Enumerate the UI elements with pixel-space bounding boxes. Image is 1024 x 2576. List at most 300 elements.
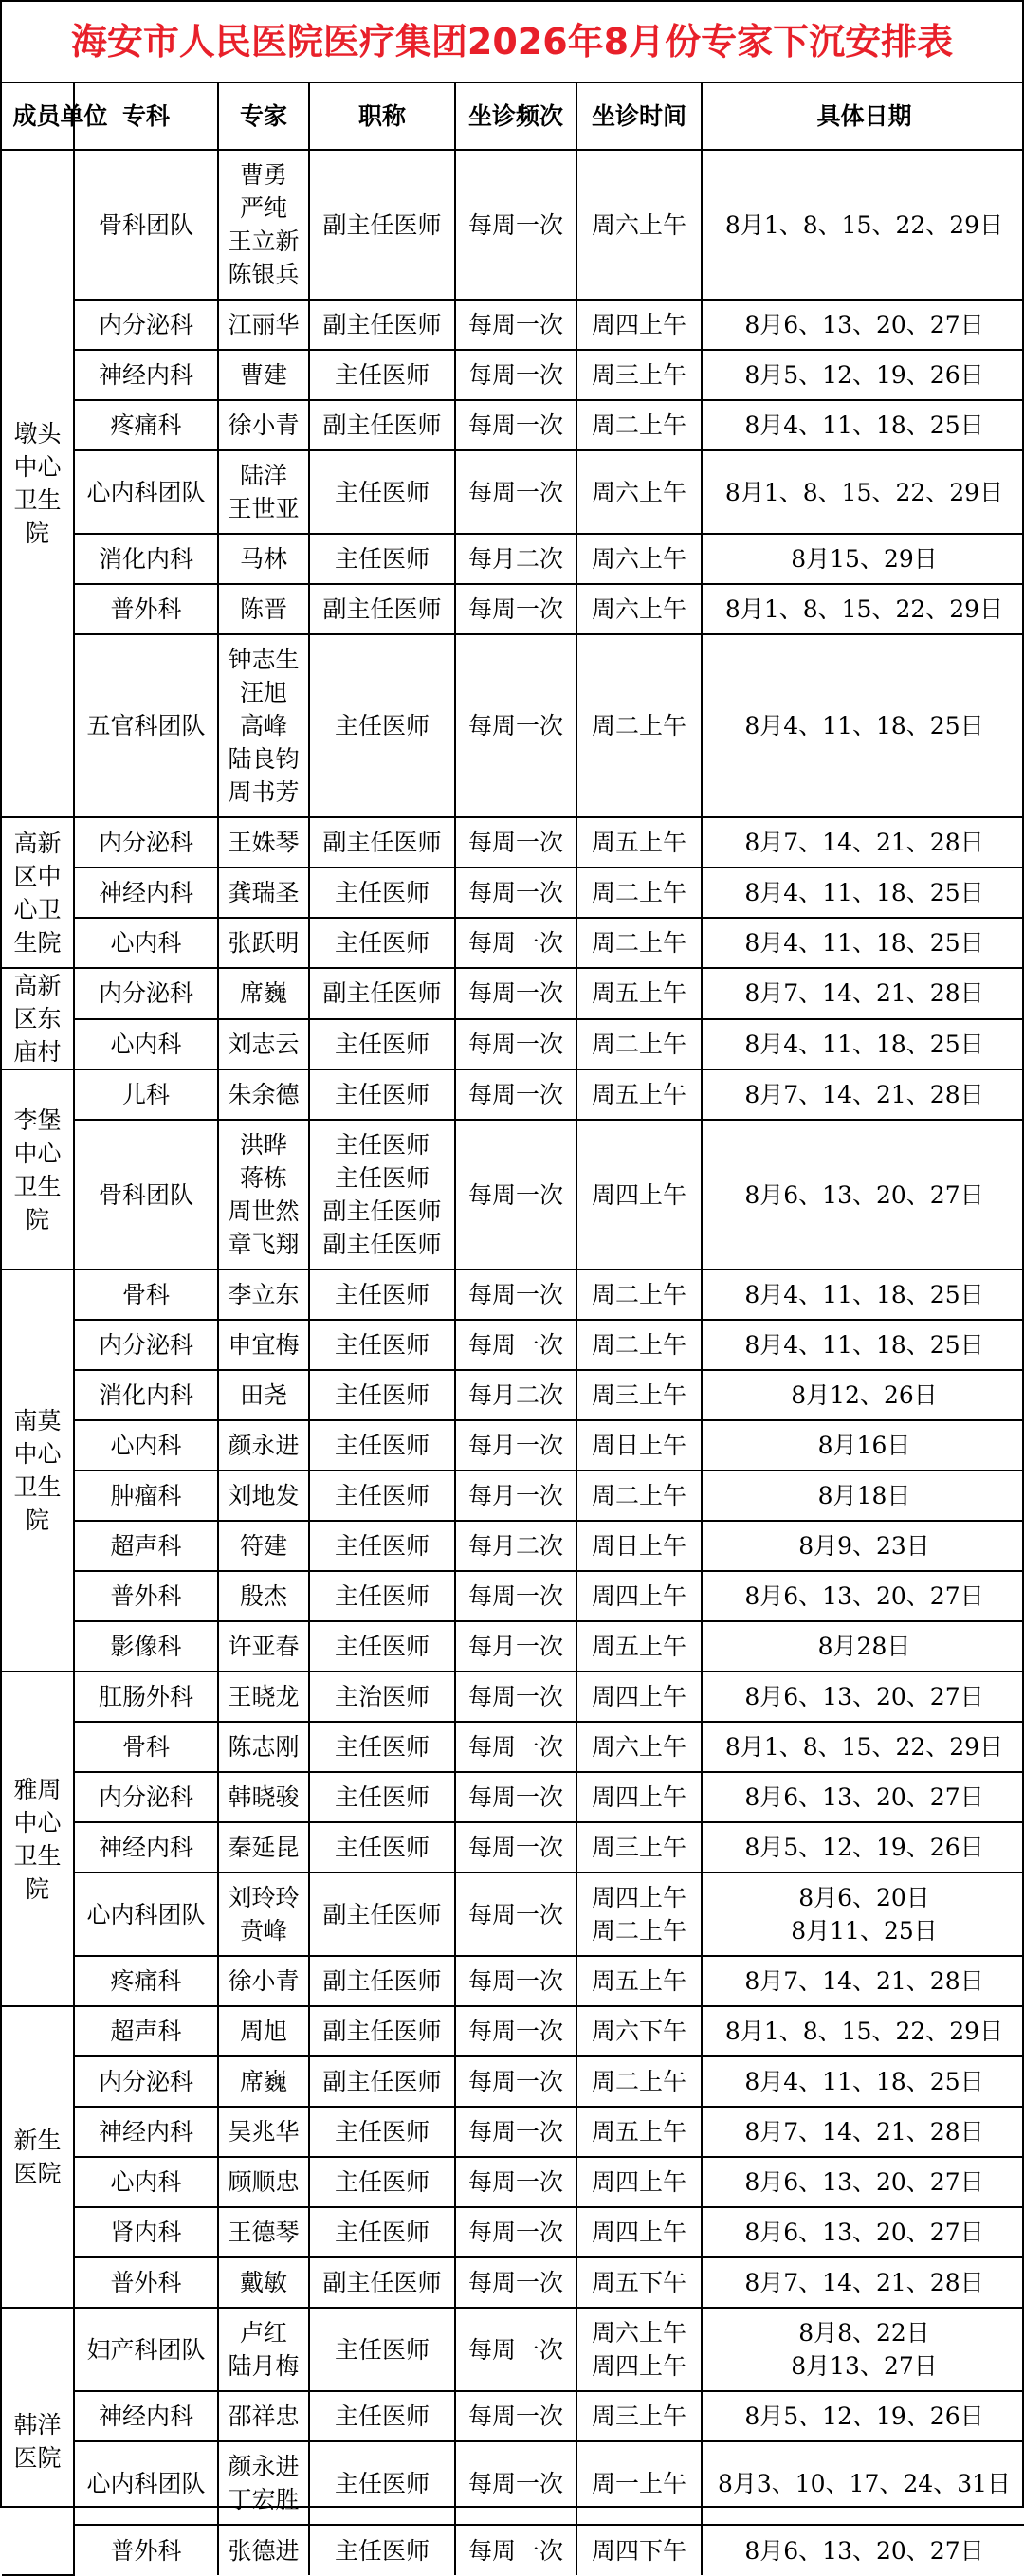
freq-cell: 每周一次: [455, 817, 576, 868]
expert-cell-line: 刘玲玲: [228, 1884, 300, 1911]
time-cell: [576, 817, 702, 868]
time-cell-line: 周五上午: [591, 1081, 686, 1108]
table-row: [2, 1320, 1024, 1370]
expert-cell: [218, 868, 309, 918]
dept-cell: 心内科团队: [74, 1873, 218, 1956]
freq-cell: 每周一次: [455, 918, 576, 968]
dept-cell: 神经内科: [74, 2107, 218, 2157]
time-cell-line: 周六上午: [591, 545, 686, 573]
expert-cell-line: 周世然: [228, 1197, 300, 1225]
rank-cell-line: 主任医师: [334, 1081, 430, 1108]
table-row: [2, 150, 1024, 300]
dates-cell: [702, 584, 1024, 634]
rank-cell: [309, 2441, 455, 2525]
rank-cell: [309, 1621, 455, 1672]
expert-cell: [218, 2308, 309, 2391]
rank-cell: [309, 2391, 455, 2441]
time-cell-line: 周五上午: [591, 2118, 686, 2146]
freq-cell: 每周一次: [455, 1672, 576, 1722]
expert-cell-line: 陈银兵: [228, 261, 300, 288]
dates-cell-line: 8月7、14、21、28日: [744, 1967, 984, 1995]
expert-cell-line: 许亚春: [228, 1633, 300, 1660]
freq-cell: 每周一次: [455, 2525, 576, 2575]
dept-cell: 五官科团队: [74, 634, 218, 817]
expert-cell-line: 洪晔: [239, 1131, 287, 1159]
dates-cell-line: 8月6、13、20、27日: [744, 2219, 984, 2246]
rank-cell: [309, 2525, 455, 2575]
table-row: [2, 1571, 1024, 1621]
dates-cell: [702, 2006, 1024, 2056]
expert-cell-line: 张跃明: [228, 929, 300, 957]
table-row: [2, 1621, 1024, 1672]
time-cell: [576, 1320, 702, 1370]
expert-cell-line: 陈晋: [239, 595, 287, 623]
rank-cell-line: 主任医师: [334, 1834, 430, 1861]
time-cell-line: 周四上午: [591, 1180, 686, 1209]
table-row: [2, 2441, 1024, 2525]
rank-cell: [309, 1722, 455, 1772]
rank-cell-line: 主任医师: [334, 478, 430, 506]
dates-cell: [702, 2308, 1024, 2391]
expert-cell-line: 秦延昆: [228, 1834, 300, 1861]
time-cell: [576, 1471, 702, 1521]
time-cell-line: 周四上午: [591, 2168, 686, 2196]
dept-cell: 超声科: [74, 1521, 218, 1571]
rank-cell-line: 主任医师: [334, 2402, 430, 2430]
freq-cell: 每周一次: [455, 1019, 576, 1070]
rank-cell: [309, 534, 455, 584]
dates-cell: [702, 1873, 1024, 1956]
dates-cell: [702, 1320, 1024, 1370]
header-freq: 坐诊频次: [455, 83, 576, 150]
freq-cell: 每周一次: [455, 1722, 576, 1772]
freq-cell: 每周一次: [455, 450, 576, 534]
dept-cell: 内分泌科: [74, 1320, 218, 1370]
dept-cell: 心内科团队: [74, 2441, 218, 2525]
rank-cell: [309, 2107, 455, 2157]
expert-cell-line: 龚瑞圣: [228, 879, 300, 906]
member-unit-label: 李堡中心卫生院: [13, 1105, 62, 1233]
header-time: 坐诊时间: [576, 83, 702, 150]
header-dept: 专科: [74, 83, 218, 150]
dates-cell: [702, 634, 1024, 817]
table-row: [2, 1873, 1024, 1956]
freq-cell: 每月一次: [455, 1621, 576, 1672]
rank-cell: [309, 1019, 455, 1070]
rank-cell-line: 主任医师: [334, 1331, 430, 1359]
dates-cell-line: 8月1、8、15、22、29日: [724, 210, 1004, 239]
dates-cell-line: 8月4、11、18、25日: [744, 1030, 984, 1058]
rank-cell: [309, 1956, 455, 2006]
dept-cell: 超声科: [74, 2006, 218, 2056]
expert-cell: [218, 1019, 309, 1070]
table-row: [2, 1521, 1024, 1571]
table-row: [2, 2006, 1024, 2056]
dates-cell: [702, 1822, 1024, 1873]
expert-cell: [218, 1822, 309, 1873]
rank-cell-line: 副主任医师: [322, 210, 442, 239]
rank-cell-line: 副主任医师: [322, 595, 442, 623]
expert-cell: [218, 534, 309, 584]
expert-cell-line: 王世亚: [228, 495, 300, 522]
table-row: [2, 2391, 1024, 2441]
dates-cell: [702, 1722, 1024, 1772]
member-unit-label: 新生医院: [13, 2127, 62, 2187]
dates-cell: [702, 1420, 1024, 1471]
dept-cell: 疼痛科: [74, 400, 218, 450]
dept-cell: 普外科: [74, 2257, 218, 2308]
expert-cell-line: 田尧: [239, 1381, 287, 1409]
rank-cell: [309, 634, 455, 817]
dates-cell: [702, 1956, 1024, 2006]
dept-cell: 内分泌科: [74, 817, 218, 868]
dates-cell: [702, 2257, 1024, 2308]
rank-cell-line: 主任医师: [334, 1164, 430, 1192]
time-cell-line: 周二上午: [591, 411, 686, 439]
dept-cell: 骨科: [74, 1270, 218, 1320]
dates-cell: [702, 350, 1024, 400]
expert-cell: [218, 300, 309, 350]
time-cell-line: 周二上午: [591, 879, 686, 906]
rank-cell-line: 主任医师: [334, 1482, 430, 1509]
expert-cell-line: 陆良钧: [228, 745, 300, 773]
table-row: [2, 2157, 1024, 2207]
rank-cell-line: 主任医师: [334, 2469, 430, 2497]
schedule-table: [2, 83, 1024, 2576]
freq-cell: 每周一次: [455, 584, 576, 634]
rank-cell: [309, 817, 455, 868]
time-cell-line: 周四上午: [591, 1783, 686, 1811]
expert-cell-line: 席巍: [239, 2068, 287, 2095]
time-cell-line: 周二上午: [591, 1030, 686, 1058]
freq-cell: 每周一次: [455, 1772, 576, 1822]
time-cell-line: 周五下午: [591, 2269, 686, 2296]
rank-cell-line: 主任医师: [334, 929, 430, 957]
time-cell: [576, 1672, 702, 1722]
expert-cell-line: 徐小青: [228, 1967, 300, 1995]
time-cell: [576, 2525, 702, 2575]
time-cell: [576, 2308, 702, 2391]
member-unit: [2, 2006, 74, 2308]
dates-cell: [702, 450, 1024, 534]
dates-cell-line: 8月7、14、21、28日: [744, 829, 984, 856]
rank-cell-line: 副主任医师: [322, 2269, 442, 2296]
member-unit: [2, 1672, 74, 2006]
rank-cell: [309, 1120, 455, 1270]
expert-cell-line: 徐小青: [228, 411, 300, 439]
expert-cell-line: 王德琴: [228, 2219, 300, 2246]
dates-cell-line: 8月11、25日: [791, 1917, 938, 1945]
dates-cell-line: 8月8、22日: [798, 2319, 930, 2347]
member-unit-label: 高新区东庙村: [13, 972, 62, 1066]
expert-cell: [218, 1521, 309, 1571]
expert-cell: [218, 1471, 309, 1521]
rank-cell-line: 主任医师: [334, 879, 430, 906]
member-unit: [2, 817, 74, 968]
expert-cell: [218, 2525, 309, 2575]
expert-cell: [218, 1722, 309, 1772]
time-cell-line: 周五上午: [591, 1633, 686, 1660]
expert-cell-line: 戴敏: [239, 2269, 287, 2296]
dates-cell-line: 8月4、11、18、25日: [744, 2068, 984, 2095]
time-cell: [576, 1019, 702, 1070]
expert-cell-line: 申宜梅: [228, 1331, 300, 1359]
dates-cell: [702, 2056, 1024, 2107]
time-cell-line: 周日上午: [591, 1432, 686, 1459]
time-cell: [576, 2257, 702, 2308]
member-unit: [2, 1069, 74, 1270]
expert-cell: [218, 1873, 309, 1956]
expert-cell: [218, 1120, 309, 1270]
rank-cell: [309, 1370, 455, 1420]
time-cell: [576, 1521, 702, 1571]
rank-cell-line: 主任医师: [334, 1381, 430, 1409]
expert-cell-line: 汪旭: [239, 679, 287, 706]
freq-cell: 每周一次: [455, 2107, 576, 2157]
expert-cell-line: 章飞翔: [228, 1231, 300, 1258]
time-cell: [576, 2391, 702, 2441]
rank-cell: [309, 918, 455, 968]
dates-cell-line: 8月6、13、20、27日: [744, 2168, 984, 2196]
time-cell-line: 周六上午: [591, 2319, 686, 2347]
table-row: [2, 534, 1024, 584]
time-cell: [576, 1722, 702, 1772]
expert-cell: [218, 817, 309, 868]
expert-cell-line: 高峰: [239, 712, 287, 740]
expert-cell-line: 周书芳: [228, 778, 300, 806]
dates-cell-line: 8月7、14、21、28日: [744, 1081, 984, 1108]
dates-cell: [702, 2525, 1024, 2575]
expert-cell-line: 王晓龙: [228, 1683, 300, 1710]
rank-cell-line: 副主任医师: [322, 1197, 442, 1225]
rank-cell: [309, 1270, 455, 1320]
expert-cell: [218, 150, 309, 300]
table-row: [2, 350, 1024, 400]
time-cell-line: 周四上午: [591, 2219, 686, 2246]
expert-cell-line: 朱余德: [228, 1081, 300, 1108]
expert-cell-line: 刘地发: [228, 1482, 300, 1509]
freq-cell: 每周一次: [455, 2308, 576, 2391]
expert-cell: [218, 1571, 309, 1621]
table-row: [2, 1420, 1024, 1471]
expert-cell-line: 刘志云: [228, 1030, 300, 1058]
expert-cell: [218, 350, 309, 400]
time-cell: [576, 1772, 702, 1822]
dates-cell-line: 8月5、12、19、26日: [744, 1834, 984, 1861]
time-cell-line: 周日上午: [591, 1532, 686, 1560]
table-row: [2, 1120, 1024, 1270]
expert-cell: [218, 400, 309, 450]
expert-cell: [218, 1772, 309, 1822]
freq-cell: 每周一次: [455, 2056, 576, 2107]
expert-cell-line: 李立东: [228, 1281, 300, 1308]
dates-cell: [702, 2107, 1024, 2157]
freq-cell: 每周一次: [455, 2391, 576, 2441]
dates-cell-line: 8月4、11、18、25日: [744, 1331, 984, 1359]
rank-cell-line: 主任医师: [334, 1783, 430, 1811]
freq-cell: 每周一次: [455, 2207, 576, 2257]
time-cell-line: 周二上午: [591, 929, 686, 957]
time-cell-line: 周六上午: [591, 595, 686, 623]
time-cell: [576, 634, 702, 817]
table-row: [2, 817, 1024, 868]
expert-cell-line: 卢红: [239, 2319, 287, 2347]
dates-cell-line: 8月1、8、15、22、29日: [724, 595, 1004, 623]
table-row: [2, 400, 1024, 450]
dept-cell: 影像科: [74, 1621, 218, 1672]
time-cell-line: 周四上午: [591, 311, 686, 338]
dept-cell: 心内科: [74, 918, 218, 968]
rank-cell-line: 主任医师: [334, 545, 430, 573]
dates-cell: [702, 1571, 1024, 1621]
table-row: [2, 1956, 1024, 2006]
time-cell-line: 周五上午: [591, 979, 686, 1008]
header-expert: 专家: [218, 83, 309, 150]
freq-cell: 每月二次: [455, 1370, 576, 1420]
dept-cell: 神经内科: [74, 1822, 218, 1873]
time-cell-line: 周五上午: [591, 829, 686, 856]
dept-cell: 儿科: [74, 1069, 218, 1120]
expert-cell-line: 王姝琴: [228, 829, 300, 856]
rank-cell: [309, 1320, 455, 1370]
time-cell-line: 周二上午: [591, 1482, 686, 1509]
time-cell: [576, 450, 702, 534]
header-dates: 具体日期: [702, 83, 1024, 150]
expert-cell: [218, 1956, 309, 2006]
table-row: [2, 1019, 1024, 1070]
time-cell: [576, 1420, 702, 1471]
expert-cell-line: 殷杰: [239, 1582, 287, 1610]
dept-cell: 神经内科: [74, 2391, 218, 2441]
expert-cell-line: 蒋栋: [239, 1164, 287, 1192]
time-cell: [576, 1873, 702, 1956]
expert-cell: [218, 2257, 309, 2308]
member-unit-label: 南莫中心卫生院: [13, 1407, 62, 1534]
rank-cell-line: 主任医师: [334, 2335, 430, 2364]
dept-cell: 消化内科: [74, 1370, 218, 1420]
time-cell-line: 周二上午: [591, 2068, 686, 2095]
dates-cell-line: 8月6、13、20、27日: [744, 1783, 984, 1811]
rank-cell-line: 主任医师: [334, 2536, 430, 2565]
time-cell-line: 周二上午: [591, 712, 686, 740]
dept-cell: 肿瘤科: [74, 1471, 218, 1521]
time-cell: [576, 1621, 702, 1672]
time-cell-line: 周六下午: [591, 2018, 686, 2045]
dates-cell-line: 8月4、11、18、25日: [744, 1281, 984, 1308]
time-cell: [576, 2157, 702, 2207]
dates-cell: [702, 534, 1024, 584]
rank-cell: [309, 2056, 455, 2107]
freq-cell: 每周一次: [455, 1320, 576, 1370]
time-cell-line: 周一上午: [591, 2469, 686, 2497]
expert-cell: [218, 1069, 309, 1120]
header-rank: 职称: [309, 83, 455, 150]
table-row: [2, 2056, 1024, 2107]
table-row: [2, 2207, 1024, 2257]
dates-cell-line: 8月5、12、19、26日: [744, 361, 984, 389]
expert-cell-line: 陆月梅: [228, 2352, 300, 2380]
table-row: [2, 2308, 1024, 2391]
dates-cell-line: 8月9、23日: [798, 1532, 930, 1560]
expert-cell-line: 钟志生: [228, 646, 300, 673]
table-row: [2, 868, 1024, 918]
table-row: [2, 2525, 1024, 2575]
dates-cell-line: 8月4、11、18、25日: [744, 879, 984, 906]
freq-cell: 每周一次: [455, 634, 576, 817]
dates-cell-line: 8月6、13、20、27日: [744, 1683, 984, 1710]
freq-cell: 每周一次: [455, 1069, 576, 1120]
dates-cell: [702, 150, 1024, 300]
expert-cell: [218, 2056, 309, 2107]
rank-cell: [309, 584, 455, 634]
table-row: [2, 634, 1024, 817]
dates-cell-line: 8月7、14、21、28日: [744, 2269, 984, 2296]
freq-cell: 每周一次: [455, 150, 576, 300]
rank-cell: [309, 868, 455, 918]
rank-cell: [309, 150, 455, 300]
member-unit-label: 高新区中心卫生院: [13, 829, 62, 957]
dates-cell: [702, 1471, 1024, 1521]
freq-cell: 每周一次: [455, 1571, 576, 1621]
time-cell: [576, 150, 702, 300]
freq-cell: 每周一次: [455, 1956, 576, 2006]
expert-cell-line: 江丽华: [228, 311, 300, 338]
dept-cell: 内分泌科: [74, 2056, 218, 2107]
table-row: [2, 2257, 1024, 2308]
time-cell-line: 周三上午: [591, 1834, 686, 1861]
time-cell-line: 周六上午: [591, 210, 686, 239]
rank-cell-line: 主任医师: [334, 1633, 430, 1660]
member-unit: [2, 968, 74, 1069]
time-cell-line: 周四上午: [591, 1683, 686, 1710]
dept-cell: 内分泌科: [74, 1772, 218, 1822]
dept-cell: 肾内科: [74, 2207, 218, 2257]
dates-cell-line: 8月1、8、15、22、29日: [724, 2018, 1004, 2045]
freq-cell: 每周一次: [455, 1822, 576, 1873]
rank-cell-line: 主任医师: [334, 1432, 430, 1459]
rank-cell: [309, 1069, 455, 1120]
freq-cell: 每周一次: [455, 868, 576, 918]
rank-cell: [309, 1822, 455, 1873]
table-row: [2, 918, 1024, 968]
dates-cell-line: 8月1、8、15、22、29日: [724, 478, 1004, 506]
rank-cell: [309, 1672, 455, 1722]
dept-cell: 心内科: [74, 1019, 218, 1070]
expert-cell-line: 马林: [239, 545, 287, 573]
expert-cell-line: 顾顺忠: [228, 2168, 300, 2196]
freq-cell: 每周一次: [455, 2441, 576, 2525]
dates-cell: [702, 2157, 1024, 2207]
expert-cell-line: 曹勇: [239, 161, 287, 189]
expert-cell-line: 韩晓骏: [228, 1783, 300, 1811]
dates-cell: [702, 2441, 1024, 2525]
expert-cell-line: 邵祥忠: [228, 2402, 300, 2430]
dates-cell: [702, 1672, 1024, 1722]
time-cell: [576, 1822, 702, 1873]
rank-cell: [309, 2157, 455, 2207]
freq-cell: 每周一次: [455, 2257, 576, 2308]
expert-cell-line: 陆洋: [239, 462, 287, 489]
dates-cell-line: 8月7、14、21、28日: [744, 979, 984, 1008]
dates-cell: [702, 968, 1024, 1019]
dates-cell-line: 8月15、29日: [791, 545, 938, 573]
dept-cell: 骨科团队: [74, 1120, 218, 1270]
expert-cell: [218, 2207, 309, 2257]
rank-cell: [309, 2257, 455, 2308]
table-row: [2, 1370, 1024, 1420]
dates-cell-line: 8月16日: [817, 1432, 911, 1459]
page-title: 海安市人民医院医疗集团2026年8月份专家下沉安排表: [2, 2, 1022, 83]
